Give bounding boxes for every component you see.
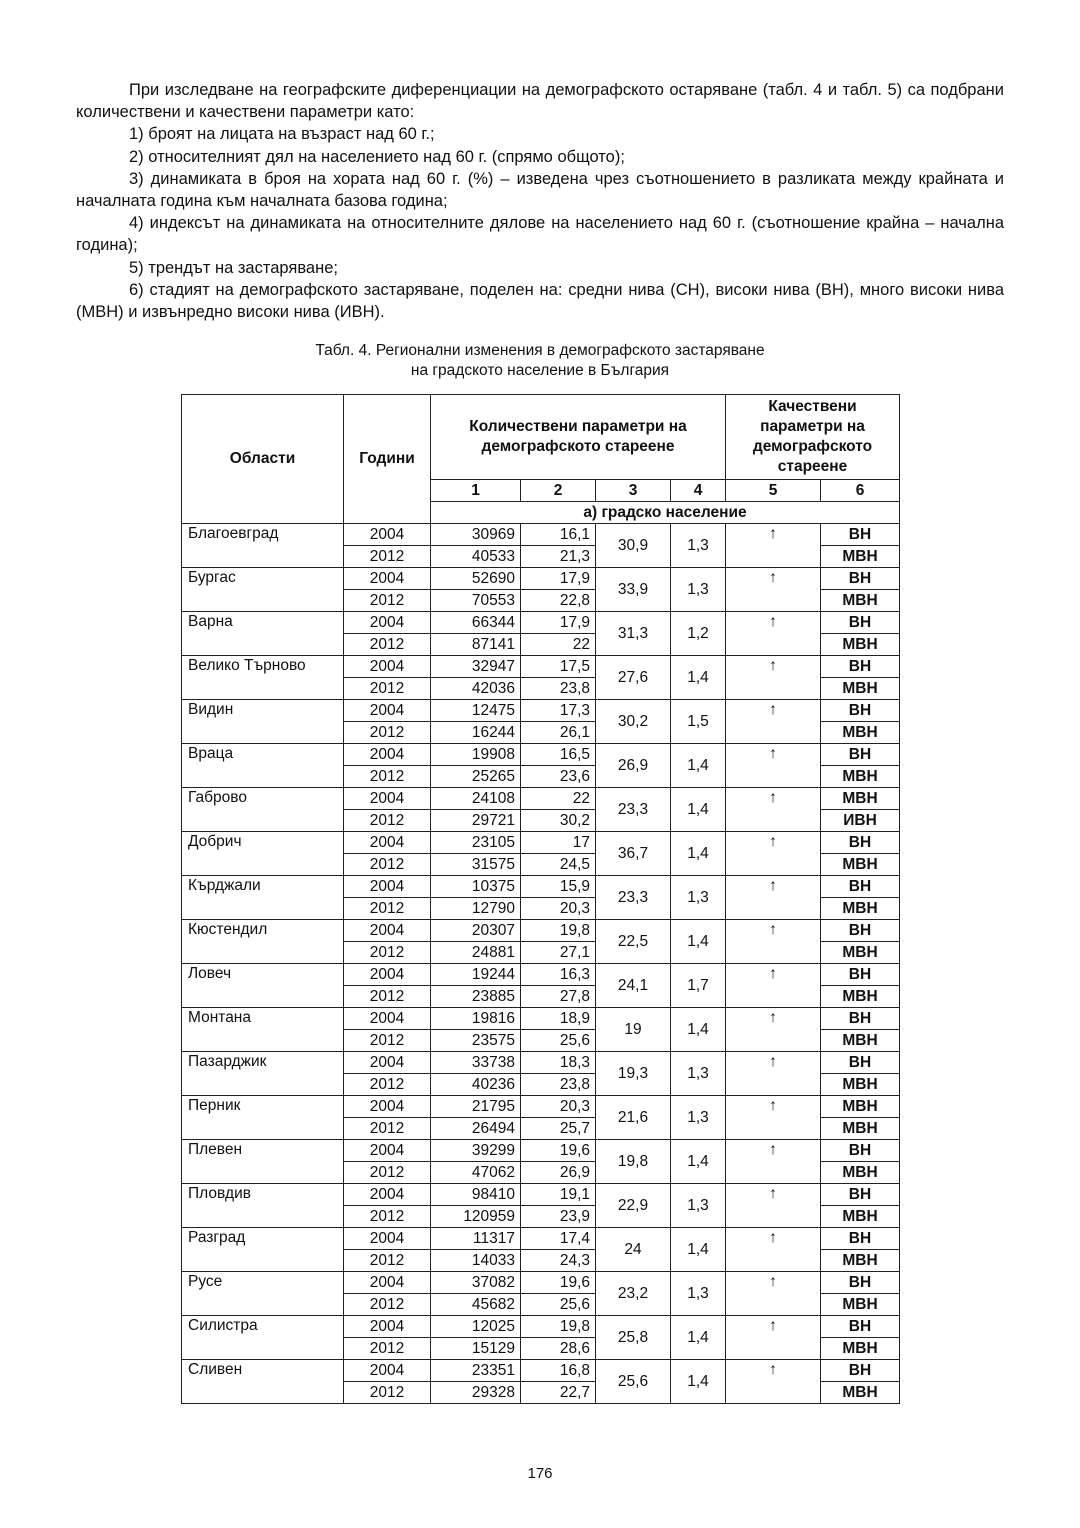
share-index: 1,3 bbox=[671, 1052, 726, 1096]
stage-end: МВН bbox=[821, 1382, 900, 1404]
trend-up-arrow-icon: ↑ bbox=[726, 1184, 821, 1228]
count-start: 23105 bbox=[431, 832, 521, 854]
table-row bbox=[182, 700, 900, 722]
table-row bbox=[182, 788, 900, 810]
year-end: 2012 bbox=[344, 942, 431, 964]
stage-start: МВН bbox=[821, 788, 900, 810]
year-end: 2012 bbox=[344, 1250, 431, 1272]
count-start: 39299 bbox=[431, 1140, 521, 1162]
trend-up-arrow-icon: ↑ bbox=[726, 612, 821, 656]
count-start: 12025 bbox=[431, 1316, 521, 1338]
year-end: 2012 bbox=[344, 1338, 431, 1360]
year-end: 2012 bbox=[344, 810, 431, 832]
year-end: 2012 bbox=[344, 678, 431, 700]
trend-up-arrow-icon: ↑ bbox=[726, 1228, 821, 1272]
count-start: 33738 bbox=[431, 1052, 521, 1074]
count-start: 11317 bbox=[431, 1228, 521, 1250]
table-row bbox=[182, 568, 900, 590]
share-start: 16,3 bbox=[521, 964, 596, 986]
stage-end: МВН bbox=[821, 1162, 900, 1184]
share-end: 24,5 bbox=[521, 854, 596, 876]
table-row bbox=[182, 1052, 900, 1074]
share-end: 22 bbox=[521, 634, 596, 656]
share-index: 1,4 bbox=[671, 656, 726, 700]
year-end: 2012 bbox=[344, 1074, 431, 1096]
share-end: 24,3 bbox=[521, 1250, 596, 1272]
share-end: 23,8 bbox=[521, 1074, 596, 1096]
stage-end: МВН bbox=[821, 546, 900, 568]
stage-start: ВН bbox=[821, 1052, 900, 1074]
year-end: 2012 bbox=[344, 1162, 431, 1184]
year-start: 2004 bbox=[344, 832, 431, 854]
share-start: 17,5 bbox=[521, 656, 596, 678]
count-start: 12475 bbox=[431, 700, 521, 722]
share-index: 1,4 bbox=[671, 788, 726, 832]
region-name: Русе bbox=[182, 1272, 344, 1316]
dynamics-percent: 26,9 bbox=[596, 744, 671, 788]
intro-text bbox=[76, 79, 1004, 323]
dynamics-percent: 25,8 bbox=[596, 1316, 671, 1360]
stage-start: ВН bbox=[821, 612, 900, 634]
share-start: 18,3 bbox=[521, 1052, 596, 1074]
share-end: 26,9 bbox=[521, 1162, 596, 1184]
stage-end: МВН bbox=[821, 1338, 900, 1360]
dynamics-percent: 22,5 bbox=[596, 920, 671, 964]
year-end: 2012 bbox=[344, 1030, 431, 1052]
share-end: 30,2 bbox=[521, 810, 596, 832]
year-end: 2012 bbox=[344, 766, 431, 788]
dynamics-percent: 30,9 bbox=[596, 524, 671, 568]
year-end: 2012 bbox=[344, 590, 431, 612]
count-start: 20307 bbox=[431, 920, 521, 942]
dynamics-percent: 30,2 bbox=[596, 700, 671, 744]
year-end: 2012 bbox=[344, 986, 431, 1008]
share-index: 1,4 bbox=[671, 1360, 726, 1404]
dynamics-percent: 22,9 bbox=[596, 1184, 671, 1228]
year-start: 2004 bbox=[344, 1272, 431, 1294]
count-end: 23575 bbox=[431, 1030, 521, 1052]
table-row bbox=[182, 876, 900, 898]
year-start: 2004 bbox=[344, 612, 431, 634]
dynamics-percent: 31,3 bbox=[596, 612, 671, 656]
caption-line-2: на градското население в България bbox=[410, 362, 670, 379]
header-qualitative: Качествени параметри на демографското стареене bbox=[726, 395, 900, 480]
table-row bbox=[182, 1008, 900, 1030]
region-name: Варна bbox=[182, 612, 344, 656]
trend-up-arrow-icon: ↑ bbox=[726, 568, 821, 612]
table-row bbox=[182, 964, 900, 986]
share-start: 16,5 bbox=[521, 744, 596, 766]
share-end: 25,6 bbox=[521, 1030, 596, 1052]
share-start: 19,6 bbox=[521, 1140, 596, 1162]
region-name: Велико Търново bbox=[182, 656, 344, 700]
dynamics-percent: 23,2 bbox=[596, 1272, 671, 1316]
header-col-2: 2 bbox=[521, 480, 596, 502]
year-start: 2004 bbox=[344, 656, 431, 678]
table-row bbox=[182, 1140, 900, 1162]
intro-item: 4) индексът на динамиката на относителните дялове на населението над 60 г. (съотношение крайна – начална година); bbox=[76, 214, 1004, 255]
year-end: 2012 bbox=[344, 722, 431, 744]
stage-start: ВН bbox=[821, 876, 900, 898]
table-row bbox=[182, 612, 900, 634]
year-end: 2012 bbox=[344, 898, 431, 920]
table-row bbox=[182, 524, 900, 546]
count-end: 29721 bbox=[431, 810, 521, 832]
intro-paragraph: При изследване на географските диференциации на демографското остаряване (табл. 4 и табл. 5) са подбрани количествени и качествени параметри като: bbox=[76, 81, 1004, 122]
count-start: 19816 bbox=[431, 1008, 521, 1030]
share-index: 1,5 bbox=[671, 700, 726, 744]
dynamics-percent: 23,3 bbox=[596, 788, 671, 832]
region-name: Враца bbox=[182, 744, 344, 788]
stage-start: ВН bbox=[821, 656, 900, 678]
year-end: 2012 bbox=[344, 1118, 431, 1140]
year-end: 2012 bbox=[344, 546, 431, 568]
stage-end: МВН bbox=[821, 898, 900, 920]
count-start: 32947 bbox=[431, 656, 521, 678]
count-start: 24108 bbox=[431, 788, 521, 810]
share-start: 19,6 bbox=[521, 1272, 596, 1294]
share-index: 1,3 bbox=[671, 568, 726, 612]
year-end: 2012 bbox=[344, 1294, 431, 1316]
region-name: Добрич bbox=[182, 832, 344, 876]
count-end: 16244 bbox=[431, 722, 521, 744]
dynamics-percent: 24,1 bbox=[596, 964, 671, 1008]
trend-up-arrow-icon: ↑ bbox=[726, 1272, 821, 1316]
stage-start: ВН bbox=[821, 920, 900, 942]
count-start: 19244 bbox=[431, 964, 521, 986]
share-end: 21,3 bbox=[521, 546, 596, 568]
table-row bbox=[182, 832, 900, 854]
share-index: 1,3 bbox=[671, 1272, 726, 1316]
year-start: 2004 bbox=[344, 568, 431, 590]
count-start: 37082 bbox=[431, 1272, 521, 1294]
dynamics-percent: 24 bbox=[596, 1228, 671, 1272]
share-index: 1,4 bbox=[671, 1316, 726, 1360]
count-end: 24881 bbox=[431, 942, 521, 964]
share-index: 1,3 bbox=[671, 1096, 726, 1140]
share-index: 1,4 bbox=[671, 1228, 726, 1272]
count-start: 30969 bbox=[431, 524, 521, 546]
region-name: Силистра bbox=[182, 1316, 344, 1360]
share-end: 25,7 bbox=[521, 1118, 596, 1140]
year-end: 2012 bbox=[344, 634, 431, 656]
dynamics-percent: 36,7 bbox=[596, 832, 671, 876]
year-start: 2004 bbox=[344, 876, 431, 898]
share-start: 18,9 bbox=[521, 1008, 596, 1030]
trend-up-arrow-icon: ↑ bbox=[726, 1360, 821, 1404]
stage-start: ВН bbox=[821, 568, 900, 590]
share-index: 1,3 bbox=[671, 876, 726, 920]
share-index: 1,7 bbox=[671, 964, 726, 1008]
share-start: 17,9 bbox=[521, 568, 596, 590]
share-start: 19,1 bbox=[521, 1184, 596, 1206]
share-index: 1,4 bbox=[671, 744, 726, 788]
count-end: 40533 bbox=[431, 546, 521, 568]
stage-start: ВН bbox=[821, 700, 900, 722]
stage-start: ВН bbox=[821, 1184, 900, 1206]
count-end: 12790 bbox=[431, 898, 521, 920]
year-start: 2004 bbox=[344, 744, 431, 766]
trend-up-arrow-icon: ↑ bbox=[726, 876, 821, 920]
stage-end: МВН bbox=[821, 942, 900, 964]
header-col-6: 6 bbox=[821, 480, 900, 502]
share-index: 1,3 bbox=[671, 524, 726, 568]
share-end: 23,8 bbox=[521, 678, 596, 700]
stage-end: МВН bbox=[821, 1250, 900, 1272]
share-end: 22,8 bbox=[521, 590, 596, 612]
stage-start: МВН bbox=[821, 1096, 900, 1118]
year-start: 2004 bbox=[344, 1140, 431, 1162]
year-start: 2004 bbox=[344, 1360, 431, 1382]
caption-line-1: Табл. 4. Регионални изменения в демографското застаряване bbox=[315, 342, 765, 359]
stage-end: МВН bbox=[821, 1030, 900, 1052]
trend-up-arrow-icon: ↑ bbox=[726, 1008, 821, 1052]
stage-end: МВН bbox=[821, 1074, 900, 1096]
region-name: Благоевград bbox=[182, 524, 344, 568]
region-name: Габрово bbox=[182, 788, 344, 832]
count-start: 98410 bbox=[431, 1184, 521, 1206]
count-end: 47062 bbox=[431, 1162, 521, 1184]
stage-end: МВН bbox=[821, 854, 900, 876]
year-start: 2004 bbox=[344, 1096, 431, 1118]
stage-start: ВН bbox=[821, 744, 900, 766]
region-name: Кюстендил bbox=[182, 920, 344, 964]
year-start: 2004 bbox=[344, 964, 431, 986]
stage-start: ВН bbox=[821, 1316, 900, 1338]
share-start: 17,4 bbox=[521, 1228, 596, 1250]
year-start: 2004 bbox=[344, 1316, 431, 1338]
year-start: 2004 bbox=[344, 788, 431, 810]
share-end: 25,6 bbox=[521, 1294, 596, 1316]
share-index: 1,4 bbox=[671, 1140, 726, 1184]
stage-start: ВН bbox=[821, 1228, 900, 1250]
table-row bbox=[182, 1272, 900, 1294]
trend-up-arrow-icon: ↑ bbox=[726, 1140, 821, 1184]
table-row bbox=[182, 920, 900, 942]
trend-up-arrow-icon: ↑ bbox=[726, 744, 821, 788]
share-start: 19,8 bbox=[521, 1316, 596, 1338]
header-col-3: 3 bbox=[596, 480, 671, 502]
year-start: 2004 bbox=[344, 920, 431, 942]
region-name: Монтана bbox=[182, 1008, 344, 1052]
stage-end: МВН bbox=[821, 590, 900, 612]
region-name: Бургас bbox=[182, 568, 344, 612]
header-col-1: 1 bbox=[431, 480, 521, 502]
share-start: 19,8 bbox=[521, 920, 596, 942]
share-end: 23,6 bbox=[521, 766, 596, 788]
count-end: 45682 bbox=[431, 1294, 521, 1316]
share-index: 1,4 bbox=[671, 1008, 726, 1052]
year-start: 2004 bbox=[344, 1052, 431, 1074]
trend-up-arrow-icon: ↑ bbox=[726, 964, 821, 1008]
trend-up-arrow-icon: ↑ bbox=[726, 1052, 821, 1096]
dynamics-percent: 25,6 bbox=[596, 1360, 671, 1404]
stage-end: МВН bbox=[821, 1206, 900, 1228]
header-quantitative: Количествени параметри на демографското стареене bbox=[431, 395, 726, 480]
count-end: 87141 bbox=[431, 634, 521, 656]
share-index: 1,4 bbox=[671, 832, 726, 876]
table-row bbox=[182, 1096, 900, 1118]
share-start: 16,8 bbox=[521, 1360, 596, 1382]
section-label: а) градско население bbox=[431, 502, 900, 524]
year-start: 2004 bbox=[344, 1008, 431, 1030]
table-row bbox=[182, 1184, 900, 1206]
trend-up-arrow-icon: ↑ bbox=[726, 832, 821, 876]
region-name: Кърджали bbox=[182, 876, 344, 920]
count-end: 25265 bbox=[431, 766, 521, 788]
trend-up-arrow-icon: ↑ bbox=[726, 920, 821, 964]
trend-up-arrow-icon: ↑ bbox=[726, 788, 821, 832]
year-start: 2004 bbox=[344, 1184, 431, 1206]
stage-end: МВН bbox=[821, 678, 900, 700]
count-start: 10375 bbox=[431, 876, 521, 898]
count-end: 70553 bbox=[431, 590, 521, 612]
stage-start: ВН bbox=[821, 524, 900, 546]
share-end: 23,9 bbox=[521, 1206, 596, 1228]
count-end: 29328 bbox=[431, 1382, 521, 1404]
stage-end: МВН bbox=[821, 766, 900, 788]
data-table bbox=[181, 394, 900, 1404]
dynamics-percent: 23,3 bbox=[596, 876, 671, 920]
table-caption bbox=[180, 341, 900, 381]
table-row bbox=[182, 1228, 900, 1250]
share-start: 16,1 bbox=[521, 524, 596, 546]
header-years: Години bbox=[344, 395, 431, 524]
stage-end: МВН bbox=[821, 722, 900, 744]
count-end: 42036 bbox=[431, 678, 521, 700]
share-index: 1,4 bbox=[671, 920, 726, 964]
share-end: 27,8 bbox=[521, 986, 596, 1008]
share-start: 17 bbox=[521, 832, 596, 854]
stage-end: МВН bbox=[821, 634, 900, 656]
header-regions: Области bbox=[182, 395, 344, 524]
count-end: 14033 bbox=[431, 1250, 521, 1272]
stage-start: ВН bbox=[821, 1360, 900, 1382]
table-row bbox=[182, 744, 900, 766]
trend-up-arrow-icon: ↑ bbox=[726, 656, 821, 700]
year-end: 2012 bbox=[344, 854, 431, 876]
intro-item: 1) броят на лицата на възраст над 60 г.; bbox=[129, 125, 435, 144]
share-end: 27,1 bbox=[521, 942, 596, 964]
region-name: Сливен bbox=[182, 1360, 344, 1404]
stage-start: ВН bbox=[821, 1008, 900, 1030]
share-index: 1,2 bbox=[671, 612, 726, 656]
share-start: 22 bbox=[521, 788, 596, 810]
share-end: 28,6 bbox=[521, 1338, 596, 1360]
trend-up-arrow-icon: ↑ bbox=[726, 1096, 821, 1140]
region-name: Перник bbox=[182, 1096, 344, 1140]
share-start: 20,3 bbox=[521, 1096, 596, 1118]
count-end: 40236 bbox=[431, 1074, 521, 1096]
year-start: 2004 bbox=[344, 524, 431, 546]
share-end: 22,7 bbox=[521, 1382, 596, 1404]
region-name: Видин bbox=[182, 700, 344, 744]
intro-item: 3) динамиката в броя на хората над 60 г. (%) – изведена чрез съотношението в разликата между крайната и началната година към началната базова година; bbox=[76, 169, 1004, 211]
region-name: Пазарджик bbox=[182, 1052, 344, 1096]
stage-start: ВН bbox=[821, 832, 900, 854]
region-name: Разград bbox=[182, 1228, 344, 1272]
share-start: 17,9 bbox=[521, 612, 596, 634]
header-col-5: 5 bbox=[726, 480, 821, 502]
dynamics-percent: 33,9 bbox=[596, 568, 671, 612]
count-end: 120959 bbox=[431, 1206, 521, 1228]
dynamics-percent: 19,8 bbox=[596, 1140, 671, 1184]
count-end: 26494 bbox=[431, 1118, 521, 1140]
trend-up-arrow-icon: ↑ bbox=[726, 524, 821, 568]
count-start: 21795 bbox=[431, 1096, 521, 1118]
year-start: 2004 bbox=[344, 700, 431, 722]
share-start: 15,9 bbox=[521, 876, 596, 898]
year-end: 2012 bbox=[344, 1382, 431, 1404]
count-end: 31575 bbox=[431, 854, 521, 876]
table-row bbox=[182, 656, 900, 678]
count-start: 52690 bbox=[431, 568, 521, 590]
trend-up-arrow-icon: ↑ bbox=[726, 700, 821, 744]
stage-end: МВН bbox=[821, 1118, 900, 1140]
year-end: 2012 bbox=[344, 1206, 431, 1228]
year-start: 2004 bbox=[344, 1228, 431, 1250]
dynamics-percent: 27,6 bbox=[596, 656, 671, 700]
dynamics-percent: 21,6 bbox=[596, 1096, 671, 1140]
header-col-4: 4 bbox=[671, 480, 726, 502]
share-index: 1,3 bbox=[671, 1184, 726, 1228]
count-start: 23351 bbox=[431, 1360, 521, 1382]
intro-item: 2) относителният дял на населението над 60 г. (спрямо общото); bbox=[129, 147, 625, 166]
count-end: 15129 bbox=[431, 1338, 521, 1360]
stage-start: ВН bbox=[821, 964, 900, 986]
region-name: Плевен bbox=[182, 1140, 344, 1184]
stage-end: ИВН bbox=[821, 810, 900, 832]
intro-item: 6) стадият на демографското застаряване, поделен на: средни нива (СН), високи нива (ВН), много високи нива (МВН) и извънредно високи нива (ИВН). bbox=[76, 280, 1004, 322]
page-number: 176 bbox=[527, 1465, 553, 1482]
share-end: 20,3 bbox=[521, 898, 596, 920]
stage-end: МВН bbox=[821, 986, 900, 1008]
table-row bbox=[182, 1360, 900, 1382]
region-name: Ловеч bbox=[182, 964, 344, 1008]
intro-item: 5) трендът на застаряване; bbox=[129, 258, 338, 277]
count-end: 23885 bbox=[431, 986, 521, 1008]
table-row bbox=[182, 1316, 900, 1338]
stage-end: МВН bbox=[821, 1294, 900, 1316]
count-start: 19908 bbox=[431, 744, 521, 766]
count-start: 66344 bbox=[431, 612, 521, 634]
region-name: Пловдив bbox=[182, 1184, 344, 1228]
dynamics-percent: 19 bbox=[596, 1008, 671, 1052]
share-start: 17,3 bbox=[521, 700, 596, 722]
stage-start: ВН bbox=[821, 1140, 900, 1162]
share-end: 26,1 bbox=[521, 722, 596, 744]
stage-start: ВН bbox=[821, 1272, 900, 1294]
dynamics-percent: 19,3 bbox=[596, 1052, 671, 1096]
trend-up-arrow-icon: ↑ bbox=[726, 1316, 821, 1360]
